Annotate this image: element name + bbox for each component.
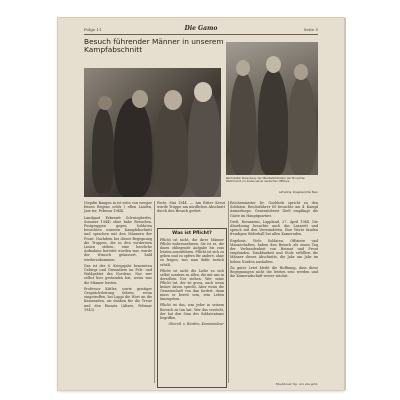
masthead-rule	[84, 34, 318, 35]
photo-credit: Aufnahme: Kriegsberichter Bean	[278, 191, 318, 194]
article-column-2	[157, 201, 225, 225]
column-divider	[154, 201, 155, 383]
paragraph: Ergebnis: Viele Soldaten, Offiziere und Mannschaften, haben den Besuch als einen Tag der Verbundenheit von Heimat und Front empfunden. Dankbarkeit und Stolz erfüllten die Männer dieses Abschnitts, die Jahr um Jahr im hohen Norden aushalten.	[230, 238, 318, 264]
newspaper-title: Die Gamo	[184, 25, 218, 32]
paragraph: Forte, Mai 1944. — Am Ritter Kreut wurde Truppe am nördlichen Abschnitt durch den Besuch geehrt.	[157, 201, 225, 214]
photo-officer-portrait	[226, 42, 318, 175]
paragraph: Professor Kittler, sowie geistiger Gesprächsleitung fahren, weun eingetroffen, bei Lappi die Wort an die Kameraden, sie danken für die Treue und den Einsatz (Altsee, Februar 1943).	[84, 286, 152, 312]
paragraph: Dietl, Rovaniemi, Lappland, 27. April 1944. Die Abordnung besuchte auch das Lazarett und sprach mit den Verwundeten. Ihre Worte fanden freudigen Widerhall bei allen Kameraden.	[230, 219, 318, 237]
masthead	[84, 25, 318, 33]
paragraph: Landgaut Erkenntt Schwiegberfrs. Sommer 1944) ohne habe Besuchen. Postgruppen gegen Soldaten besuchten unseren Kampfabschnitt und sprachen mit den Männern der Front. Nachdem bei dieser Begegnung die Truppen, die in den vordersten Linien stehen, eine herzliche Aufnahme bereitet worden war, wurde der Wunsch geäussert, bald wiederzukommen.	[84, 215, 152, 262]
paragraph: Zu guter Letzt bleibt die Hoffnung, dass diese Begegnungen nicht die letzten sein werden und die Kameradschaft weiter wächst.	[230, 265, 318, 279]
box-paragraph: Pflicht ist das, was jeder in seinem Bereich zu tun hat. Wer das versteht, der hat den Sinn des Soldatentums begriffen.	[160, 303, 224, 320]
box-title: Was ist Pflicht?	[172, 231, 212, 236]
box-paragraph: Pflicht ist nicht, die ihrer Männer Pflicht wahrzunehmen. Sie ist es, die ihnen obliegende Aufgabe bis zum letzten auszuführen. Pflicht ist sich zu geben und zu opfern für andere, ohne zu fragen, was man dafür zurück erhält.	[160, 238, 224, 267]
paragraph: (Sepdin Baugeu in ist seite von weeger feinen Begens ochfs ( eflen Lasden, Jam ter, Februar 1944).	[84, 201, 152, 214]
article-column-1	[84, 201, 152, 381]
sidebar-box	[157, 228, 227, 388]
column-divider	[228, 201, 229, 383]
box-signature: Oberstl. v. Werden, Kommandeur	[168, 321, 224, 326]
issue-number: Folge 11	[84, 27, 102, 32]
column-footer: Eisenhauer, Kp. von uns geht.	[275, 382, 318, 386]
article-column-3	[230, 201, 318, 381]
page-edge	[344, 18, 346, 390]
page-number: Seite 5	[303, 27, 318, 32]
photo-caption: Reichsleiter Rosenberg, der Oberbefehlshaber der finnischen Wehrmacht, im Kreise seiner deutschen Offiziere	[226, 177, 306, 184]
article-headline: Besuch führender Männer in unserem Kampfabschnitt	[84, 37, 224, 54]
box-paragraph: Pflicht ist nicht die Liebe zu sich selbst sondern zu allen, die mit uns in derselben Not stehen. Wer seine Pflicht tut, der ist gross, auch wenn keiner davon spricht. Aber wenn die Gemeinschaft von ihm fordert, dann muss er bereit sein, sein Leben hinzugeben.	[160, 268, 224, 302]
photo-officers-group	[84, 68, 221, 197]
newspaper-page	[58, 18, 344, 390]
paragraph: Reichsminister Dr. Goebbels spricht zu den Soldaten. Reichsführer SS besuchte am 4. Kampf Armeekorps. Generaloberst Dietl empfängt die Gäste im Hauptquartier.	[230, 201, 318, 218]
paragraph: Das ist der 6. Kriegsjahr benennten Gebirgs und Grenadiere im Fels- und Waldgebiet des Nordens. Nur wer selbst hier gestanden hat, weiss was die Männer leisten.	[84, 263, 152, 285]
